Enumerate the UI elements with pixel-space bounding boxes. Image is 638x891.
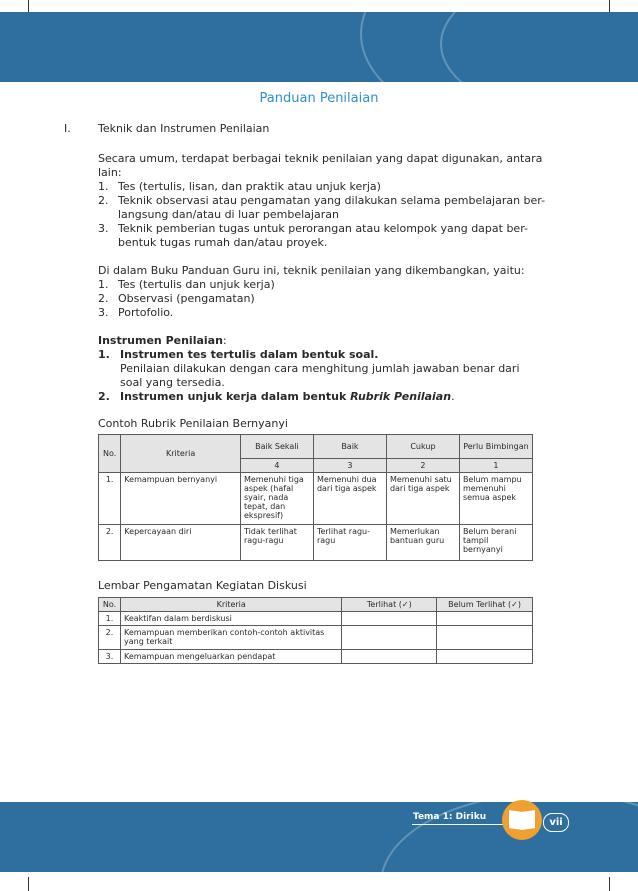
observasi-header-belum: Belum Terlihat (✓) — [437, 598, 533, 612]
list-number: 3. — [98, 222, 109, 235]
rubric-caption: Contoh Rubrik Penilaian Bernyanyi — [98, 417, 288, 430]
instrumen-2-title-a: Instrumen unjuk kerja dalam bentuk — [120, 390, 351, 403]
table-row — [99, 626, 533, 650]
list-item: Teknik pemberian tugas untuk perorangan atau kelompok yang dapat ber- — [118, 222, 528, 235]
instrumen-1-title: Instrumen tes tertulis dalam bentuk soal. — [120, 348, 379, 361]
crop-mark — [609, 877, 610, 891]
footer-band — [0, 802, 638, 872]
section-title: Teknik dan Instrumen Penilaian — [98, 122, 270, 135]
header-swirl — [440, 12, 638, 82]
list-item: bentuk tugas rumah dan/atau proyek. — [118, 236, 328, 249]
list-number: 2. — [98, 390, 110, 403]
table-row — [99, 473, 533, 525]
observasi-header-no: No. — [99, 598, 121, 612]
rubric-score: 4 — [240, 459, 313, 473]
observasi-cell-kriteria: Kemampuan memberikan contoh-contoh aktivitas yang terkait — [120, 626, 341, 650]
observasi-header-kriteria: Kriteria — [120, 598, 341, 612]
observasi-cell-no: 3. — [99, 650, 121, 664]
list-item: langsung dan/atau di luar pembelajaran — [118, 208, 339, 221]
rubric-score: 1 — [459, 459, 532, 473]
rubric-cell-no: 2. — [99, 525, 121, 561]
list-number: 2. — [98, 194, 109, 207]
rubric-cell: Memerlukan bantuan guru — [386, 525, 459, 561]
instrumen-1-desc: Penilaian dilakukan dengan cara menghitung jumlah jawaban benar dari — [120, 362, 520, 375]
list-number: 1. — [98, 348, 110, 361]
rubric-cell: Terlihat ragu-ragu — [313, 525, 386, 561]
instrumen-2-title — [120, 390, 455, 404]
crop-mark — [28, 877, 29, 891]
header-band — [0, 12, 638, 82]
page-title: Panduan Penilaian — [259, 91, 379, 106]
page-number: vii — [543, 813, 569, 832]
rubric-header-cell: Perlu Bimbingan — [459, 435, 532, 459]
list-number: 3. — [98, 306, 109, 319]
intro-text: lain: — [98, 166, 122, 179]
instrumen-2-title-c: . — [451, 390, 455, 403]
list-item: Teknik observasi atau pengamatan yang dilakukan selama pembelajaran ber- — [118, 194, 546, 207]
rubric-table — [98, 434, 533, 561]
instrumen-colon: : — [222, 334, 227, 347]
observasi-cell-no: 2. — [99, 626, 121, 650]
paragraph: Di dalam Buku Panduan Guru ini, teknik penilaian yang dikembangkan, yaitu: — [98, 264, 525, 277]
observasi-cell-terlihat — [342, 626, 437, 650]
rubric-cell: Memenuhi tiga aspek (hafal syair, nada tepat, dan ekspresif) — [240, 473, 313, 525]
list-item: Tes (tertulis, lisan, dan praktik atau unjuk kerja) — [118, 180, 381, 193]
footer-theme: Tema 1: Diriku — [413, 812, 487, 822]
observasi-cell-kriteria: Kemampuan mengeluarkan pendapat — [120, 650, 341, 664]
list-item: Observasi (pengamatan) — [118, 292, 255, 305]
observasi-cell-belum — [437, 650, 533, 664]
list-number: 2. — [98, 292, 109, 305]
list-number: 1. — [98, 278, 109, 291]
rubric-score: 3 — [313, 459, 386, 473]
rubric-cell-kriteria: Kepercayaan diri — [121, 525, 241, 561]
rubric-cell: Belum berani tampil bernyanyi — [459, 525, 532, 561]
list-item: Portofolio. — [118, 306, 174, 319]
rubric-cell: Memenuhi dua dari tiga aspek — [313, 473, 386, 525]
observasi-cell-terlihat — [342, 650, 437, 664]
observasi-cell-belum — [437, 612, 533, 626]
rubric-cell-kriteria: Kemampuan bernyanyi — [121, 473, 241, 525]
observasi-cell-no: 1. — [99, 612, 121, 626]
instrumen-1-desc: soal yang tersedia. — [120, 376, 225, 389]
rubric-cell-no: 1. — [99, 473, 121, 525]
instrumen-2-title-b: Rubrik Penilaian — [350, 390, 452, 403]
rubric-cell: Memenuhi satu dari tiga aspek — [386, 473, 459, 525]
list-number: 1. — [98, 180, 109, 193]
rubric-cell: Belum mampu memenuhi semua aspek — [459, 473, 532, 525]
observasi-caption: Lembar Pengamatan Kegiatan Diskusi — [98, 579, 307, 592]
rubric-header-cell: Cukup — [386, 435, 459, 459]
list-item: Tes (tertulis dan unjuk kerja) — [118, 278, 275, 291]
intro-text: Secara umum, terdapat berbagai teknik penilaian yang dapat digunakan, antara — [98, 152, 543, 165]
observasi-header-terlihat: Terlihat (✓) — [342, 598, 437, 612]
rubric-header-cell: Baik Sekali — [240, 435, 313, 459]
rubric-header-kriteria: Kriteria — [121, 435, 241, 473]
table-row — [99, 525, 533, 561]
observasi-cell-terlihat — [342, 612, 437, 626]
rubric-header-cell: Baik — [313, 435, 386, 459]
instrumen-heading — [98, 334, 227, 348]
section-number: I. — [64, 122, 71, 135]
table-row — [99, 650, 533, 664]
observasi-cell-belum — [437, 626, 533, 650]
footer-underline — [412, 824, 512, 825]
observasi-cell-kriteria: Keaktifan dalam berdiskusi — [120, 612, 341, 626]
table-row — [99, 612, 533, 626]
book-icon — [502, 800, 542, 840]
rubric-cell: Tidak terlihat ragu-ragu — [240, 525, 313, 561]
rubric-score: 2 — [386, 459, 459, 473]
instrumen-label: Instrumen Penilaian — [98, 334, 223, 347]
rubric-header-no: No. — [99, 435, 121, 473]
observasi-table — [98, 597, 533, 664]
